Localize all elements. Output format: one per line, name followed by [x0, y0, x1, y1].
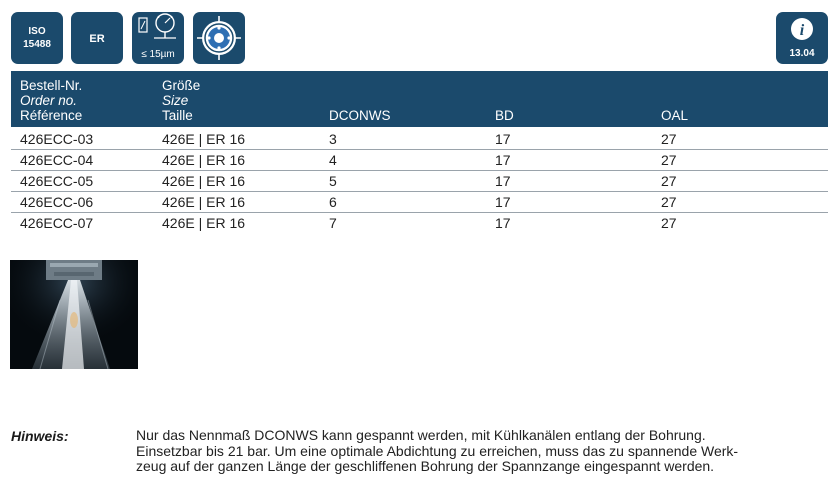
note-line-1: Nur das Nennmaß DCONWS kann gespannt werden, mit Kühlkanälen entlang der Bohrung. — [136, 427, 706, 443]
header-size-en: Size — [162, 93, 189, 108]
info-icon — [776, 12, 828, 46]
cell-oal: 27 — [661, 131, 677, 147]
cell-bd: 17 — [495, 215, 511, 231]
cell-size: 426E | ER 16 — [162, 173, 246, 189]
table-row — [11, 212, 828, 233]
header-order-de: Bestell-Nr. — [20, 78, 83, 93]
cell-oal: 27 — [661, 215, 677, 231]
er-badge — [71, 12, 123, 64]
info-badge[interactable] — [776, 12, 828, 64]
cell-oal: 27 — [661, 152, 677, 168]
cell-order: 426ECC-03 — [20, 131, 94, 147]
iso-badge-line1: ISO — [28, 26, 46, 37]
cell-oal: 27 — [661, 173, 677, 189]
note-line-2: Einsetzbar bis 21 bar. Um eine optimale Abdichtung zu erreichen, muss das zu spannende Werk- — [136, 442, 739, 459]
runout-badge — [132, 12, 184, 64]
header-size-de: Größe — [162, 78, 201, 93]
header-order-fr: Référence — [20, 108, 83, 123]
cell-oal: 27 — [661, 194, 677, 210]
svg-text:i: i — [799, 22, 805, 39]
cell-dconws: 3 — [329, 131, 337, 147]
cell-dconws: 4 — [329, 152, 337, 168]
cell-order: 426ECC-04 — [20, 152, 94, 168]
info-badge-label: 13.04 — [789, 48, 815, 59]
note-text — [136, 428, 826, 475]
cell-order: 426ECC-06 — [20, 194, 94, 210]
header-dconws: DCONWS — [329, 108, 391, 123]
table-header — [11, 71, 828, 127]
iso-badge-line2: 15488 — [23, 39, 51, 50]
header-order-en: Order no. — [20, 93, 78, 108]
cell-dconws: 6 — [329, 194, 337, 210]
note-label: Hinweis: — [11, 428, 69, 444]
cell-order: 426ECC-07 — [20, 215, 94, 231]
cell-bd: 17 — [495, 173, 511, 189]
cell-bd: 17 — [495, 131, 511, 147]
er-badge-label: ER — [89, 33, 105, 45]
cell-order: 426ECC-05 — [20, 173, 94, 189]
table-row — [11, 128, 828, 150]
header-oal: OAL — [661, 108, 689, 123]
header-order-column — [20, 78, 82, 123]
cell-size: 426E | ER 16 — [162, 215, 246, 231]
coolant-channel-icon — [193, 12, 245, 64]
table-row — [11, 149, 828, 171]
iso-15488-badge — [11, 12, 63, 64]
header-bd: BD — [495, 108, 514, 123]
header-size-column — [162, 78, 200, 123]
runout-badge-label: ≤ 15µm — [141, 49, 175, 60]
table-row — [11, 191, 828, 213]
cell-bd: 17 — [495, 152, 511, 168]
runout-gauge-icon — [132, 12, 184, 48]
cell-dconws: 5 — [329, 173, 337, 189]
cell-size: 426E | ER 16 — [162, 194, 246, 210]
coolant-spray-photo — [10, 260, 138, 369]
header-size-fr: Taille — [162, 108, 193, 123]
cell-bd: 17 — [495, 194, 511, 210]
table-row — [11, 170, 828, 192]
coolant-badge — [193, 12, 245, 64]
note-line-3: zeug auf der ganzen Länge der geschliffenen Bohrung der Spannzange eingespannt werden. — [136, 458, 715, 474]
cell-size: 426E | ER 16 — [162, 152, 246, 168]
cell-size: 426E | ER 16 — [162, 131, 246, 147]
cell-dconws: 7 — [329, 215, 337, 231]
